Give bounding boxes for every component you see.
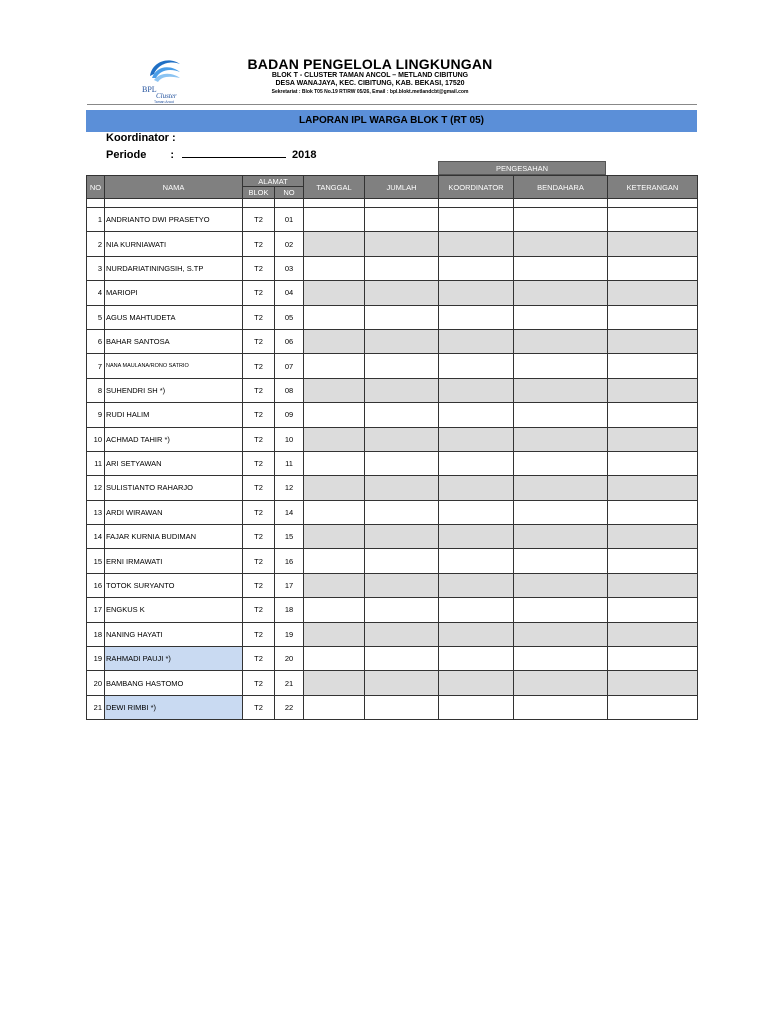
koordinator-label: Koordinator : <box>106 132 176 144</box>
cell-nama: NURDARIATININGSIH, S.TP <box>105 256 243 280</box>
cell-nomor: 12 <box>275 476 304 500</box>
cell-jumlah <box>365 476 439 500</box>
cell-nama: BAMBANG HASTOMO <box>105 671 243 695</box>
cell-nomor: 19 <box>275 622 304 646</box>
cell-blok: T2 <box>243 305 275 329</box>
cell-koordinator <box>439 500 514 524</box>
header-jumlah: JUMLAH <box>365 176 439 199</box>
cell-no: 21 <box>87 695 105 719</box>
cell-keterangan <box>608 427 698 451</box>
cell-no: 11 <box>87 451 105 475</box>
cell-keterangan <box>608 208 698 232</box>
cell-koordinator <box>439 256 514 280</box>
cell-no: 1 <box>87 208 105 232</box>
cell-nama: RUDI HALIM <box>105 403 243 427</box>
cell-nama: NANING HAYATI <box>105 622 243 646</box>
cell-jumlah <box>365 329 439 353</box>
cell-tanggal <box>304 573 365 597</box>
cell-tanggal <box>304 281 365 305</box>
cell-nama: DEWI RIMBI *) <box>105 695 243 719</box>
table-row <box>87 671 698 695</box>
header-alamat: ALAMAT <box>243 176 304 187</box>
table-row <box>87 354 698 378</box>
cell-koordinator <box>439 647 514 671</box>
pengesahan-header: PENGESAHAN <box>438 161 606 175</box>
cell-tanggal <box>304 451 365 475</box>
cell-jumlah <box>365 647 439 671</box>
cell-nama: ENGKUS K <box>105 598 243 622</box>
cell-nama: ACHMAD TAHIR *) <box>105 427 243 451</box>
cell-keterangan <box>608 232 698 256</box>
cell-no: 7 <box>87 354 105 378</box>
cell-nomor: 04 <box>275 281 304 305</box>
cell-no: 16 <box>87 573 105 597</box>
periode-colon: : <box>170 149 175 161</box>
cell-no: 18 <box>87 622 105 646</box>
logo-text-bpl: BPL <box>142 85 157 94</box>
cell-nomor: 02 <box>275 232 304 256</box>
cell-koordinator <box>439 329 514 353</box>
cell-jumlah <box>365 403 439 427</box>
cell-bendahara <box>514 378 608 402</box>
periode-year: 2018 <box>292 149 317 161</box>
cell-jumlah <box>365 232 439 256</box>
cell-blok: T2 <box>243 695 275 719</box>
cell-no: 14 <box>87 525 105 549</box>
table-row <box>87 232 698 256</box>
cell-jumlah <box>365 573 439 597</box>
cell-keterangan <box>608 329 698 353</box>
cell-no: 15 <box>87 549 105 573</box>
cell-tanggal <box>304 476 365 500</box>
cell-nomor: 16 <box>275 549 304 573</box>
header-blok: BLOK <box>243 187 275 199</box>
cell-tanggal <box>304 525 365 549</box>
header-no-rumah: NO <box>275 187 304 199</box>
cell-tanggal <box>304 232 365 256</box>
cell-jumlah <box>365 525 439 549</box>
cell-bendahara <box>514 208 608 232</box>
table-row <box>87 281 698 305</box>
cell-bendahara <box>514 354 608 378</box>
cell-nomor: 09 <box>275 403 304 427</box>
cell-no: 3 <box>87 256 105 280</box>
cell-nomor: 06 <box>275 329 304 353</box>
cell-keterangan <box>608 525 698 549</box>
cell-jumlah <box>365 208 439 232</box>
cell-blok: T2 <box>243 403 275 427</box>
cell-tanggal <box>304 329 365 353</box>
header-koordinator: KOORDINATOR <box>439 176 514 199</box>
header-tanggal: TANGGAL <box>304 176 365 199</box>
cell-keterangan <box>608 622 698 646</box>
cell-bendahara <box>514 281 608 305</box>
cell-blok: T2 <box>243 232 275 256</box>
cell-nama: SUHENDRI SH *) <box>105 378 243 402</box>
cell-blok: T2 <box>243 208 275 232</box>
cell-koordinator <box>439 476 514 500</box>
cell-nama: ARDI WIRAWAN <box>105 500 243 524</box>
table-row <box>87 476 698 500</box>
cell-jumlah <box>365 451 439 475</box>
cell-koordinator <box>439 232 514 256</box>
cell-tanggal <box>304 549 365 573</box>
periode-row <box>106 147 317 161</box>
cell-tanggal <box>304 208 365 232</box>
cell-tanggal <box>304 305 365 329</box>
report-title: LAPORAN IPL WARGA BLOK T (RT 05) <box>86 110 697 132</box>
address-line-1: BLOK T - CLUSTER TAMAN ANCOL – METLAND CIBITUNG <box>271 72 469 79</box>
cell-bendahara <box>514 525 608 549</box>
cell-no: 9 <box>87 403 105 427</box>
cell-blok: T2 <box>243 378 275 402</box>
cell-bendahara <box>514 573 608 597</box>
cell-blok: T2 <box>243 647 275 671</box>
cell-no: 12 <box>87 476 105 500</box>
cell-tanggal <box>304 256 365 280</box>
cell-blok: T2 <box>243 598 275 622</box>
bpl-logo <box>140 52 190 104</box>
table-row <box>87 256 698 280</box>
table-row <box>87 695 698 719</box>
cell-koordinator <box>439 573 514 597</box>
cell-keterangan <box>608 671 698 695</box>
cell-jumlah <box>365 256 439 280</box>
table-row <box>87 329 698 353</box>
cell-nomor: 21 <box>275 671 304 695</box>
address-line-2: DESA WANAJAYA, KEC. CIBITUNG, KAB. BEKASI, 17520 <box>275 80 465 87</box>
cell-koordinator <box>439 525 514 549</box>
cell-nama: NIA KURNIAWATI <box>105 232 243 256</box>
table-header <box>87 176 698 208</box>
cell-tanggal <box>304 427 365 451</box>
cell-blok: T2 <box>243 500 275 524</box>
table-body <box>87 208 698 720</box>
cell-tanggal <box>304 695 365 719</box>
spacer-row <box>87 199 698 208</box>
cell-nama: ERNI IRMAWATI <box>105 549 243 573</box>
cell-no: 4 <box>87 281 105 305</box>
cell-keterangan <box>608 354 698 378</box>
cell-no: 5 <box>87 305 105 329</box>
cell-bendahara <box>514 305 608 329</box>
cell-blok: T2 <box>243 329 275 353</box>
logo-text-subtitle: Taman Ancol <box>154 100 175 104</box>
cell-koordinator <box>439 671 514 695</box>
cell-koordinator <box>439 598 514 622</box>
cell-bendahara <box>514 647 608 671</box>
cell-tanggal <box>304 671 365 695</box>
cell-nama: SULISTIANTO RAHARJO <box>105 476 243 500</box>
cell-jumlah <box>365 549 439 573</box>
table-row <box>87 378 698 402</box>
cell-nama: AGUS MAHTUDETA <box>105 305 243 329</box>
cell-tanggal <box>304 598 365 622</box>
table-row <box>87 451 698 475</box>
cell-bendahara <box>514 403 608 427</box>
cell-koordinator <box>439 208 514 232</box>
cell-koordinator <box>439 378 514 402</box>
cell-blok: T2 <box>243 622 275 646</box>
header-no: NO <box>87 176 105 199</box>
cell-nomor: 22 <box>275 695 304 719</box>
cell-keterangan <box>608 378 698 402</box>
cell-koordinator <box>439 427 514 451</box>
cell-blok: T2 <box>243 549 275 573</box>
cell-tanggal <box>304 647 365 671</box>
cell-keterangan <box>608 695 698 719</box>
cell-blok: T2 <box>243 354 275 378</box>
header-bendahara: BENDAHARA <box>514 176 608 199</box>
cell-no: 20 <box>87 671 105 695</box>
cell-bendahara <box>514 232 608 256</box>
cell-nomor: 08 <box>275 378 304 402</box>
table-row <box>87 525 698 549</box>
cell-keterangan <box>608 647 698 671</box>
cell-tanggal <box>304 354 365 378</box>
cell-nomor: 14 <box>275 500 304 524</box>
cell-nomor: 15 <box>275 525 304 549</box>
ipl-table <box>86 175 698 720</box>
cell-blok: T2 <box>243 476 275 500</box>
cell-nama: RAHMADI PAUJI *) <box>105 647 243 671</box>
cell-tanggal <box>304 622 365 646</box>
cell-blok: T2 <box>243 573 275 597</box>
header-nama: NAMA <box>105 176 243 199</box>
cell-nomor: 18 <box>275 598 304 622</box>
cell-no: 17 <box>87 598 105 622</box>
table-row <box>87 549 698 573</box>
table-row <box>87 305 698 329</box>
table-row <box>87 500 698 524</box>
cell-keterangan <box>608 451 698 475</box>
cell-jumlah <box>365 598 439 622</box>
cell-jumlah <box>365 671 439 695</box>
cell-blok: T2 <box>243 671 275 695</box>
bpl-logo-icon <box>140 52 190 104</box>
cell-keterangan <box>608 549 698 573</box>
cell-bendahara <box>514 427 608 451</box>
cell-nomor: 01 <box>275 208 304 232</box>
table-row <box>87 622 698 646</box>
cell-nama: TOTOK SURYANTO <box>105 573 243 597</box>
table-row <box>87 403 698 427</box>
cell-tanggal <box>304 500 365 524</box>
cell-bendahara <box>514 671 608 695</box>
periode-blank-line <box>182 147 286 158</box>
cell-nomor: 10 <box>275 427 304 451</box>
cell-nama: ANDRIANTO DWI PRASETYO <box>105 208 243 232</box>
cell-bendahara <box>514 329 608 353</box>
cell-bendahara <box>514 451 608 475</box>
cell-keterangan <box>608 573 698 597</box>
cell-jumlah <box>365 695 439 719</box>
cell-keterangan <box>608 476 698 500</box>
cell-keterangan <box>608 256 698 280</box>
cell-no: 19 <box>87 647 105 671</box>
cell-jumlah <box>365 354 439 378</box>
cell-nama: NANA MAULANA/RONO SATRIO <box>105 354 243 378</box>
cell-koordinator <box>439 622 514 646</box>
secretariat-info: Sekretariat : Blok T05 No.19 RT/RW 05/26, Email : bpl.blokt.metlandcbt@gmail.com <box>271 89 469 95</box>
cell-no: 8 <box>87 378 105 402</box>
cell-bendahara <box>514 256 608 280</box>
logo-text-cluster: Cluster <box>156 92 177 100</box>
cell-blok: T2 <box>243 256 275 280</box>
cell-bendahara <box>514 476 608 500</box>
cell-tanggal <box>304 378 365 402</box>
cell-jumlah <box>365 427 439 451</box>
cell-keterangan <box>608 281 698 305</box>
cell-koordinator <box>439 354 514 378</box>
cell-blok: T2 <box>243 525 275 549</box>
table-row <box>87 427 698 451</box>
organization-name: BADAN PENGELOLA LINGKUNGAN <box>247 56 493 72</box>
cell-blok: T2 <box>243 427 275 451</box>
cell-tanggal <box>304 403 365 427</box>
cell-jumlah <box>365 305 439 329</box>
cell-nomor: 03 <box>275 256 304 280</box>
cell-keterangan <box>608 500 698 524</box>
cell-nama: FAJAR KURNIA BUDIMAN <box>105 525 243 549</box>
table-row <box>87 573 698 597</box>
cell-no: 10 <box>87 427 105 451</box>
cell-bendahara <box>514 500 608 524</box>
cell-koordinator <box>439 305 514 329</box>
cell-no: 13 <box>87 500 105 524</box>
table-row <box>87 647 698 671</box>
cell-nama: BAHAR SANTOSA <box>105 329 243 353</box>
cell-blok: T2 <box>243 451 275 475</box>
cell-nomor: 17 <box>275 573 304 597</box>
cell-nama: MARIOPI <box>105 281 243 305</box>
cell-koordinator <box>439 403 514 427</box>
cell-koordinator <box>439 451 514 475</box>
cell-bendahara <box>514 549 608 573</box>
cell-koordinator <box>439 549 514 573</box>
cell-nomor: 11 <box>275 451 304 475</box>
cell-keterangan <box>608 403 698 427</box>
table-row <box>87 598 698 622</box>
header-keterangan: KETERANGAN <box>608 176 698 199</box>
cell-jumlah <box>365 622 439 646</box>
cell-nomor: 20 <box>275 647 304 671</box>
cell-koordinator <box>439 281 514 305</box>
cell-jumlah <box>365 378 439 402</box>
cell-jumlah <box>365 281 439 305</box>
periode-label: Periode <box>106 149 147 161</box>
cell-jumlah <box>365 500 439 524</box>
cell-nomor: 07 <box>275 354 304 378</box>
cell-bendahara <box>514 695 608 719</box>
cell-no: 2 <box>87 232 105 256</box>
cell-blok: T2 <box>243 281 275 305</box>
cell-nama: ARI SETYAWAN <box>105 451 243 475</box>
cell-no: 6 <box>87 329 105 353</box>
cell-bendahara <box>514 598 608 622</box>
cell-keterangan <box>608 598 698 622</box>
cell-koordinator <box>439 695 514 719</box>
cell-nomor: 05 <box>275 305 304 329</box>
header-divider <box>87 104 697 105</box>
cell-bendahara <box>514 622 608 646</box>
table-row <box>87 208 698 232</box>
cell-keterangan <box>608 305 698 329</box>
